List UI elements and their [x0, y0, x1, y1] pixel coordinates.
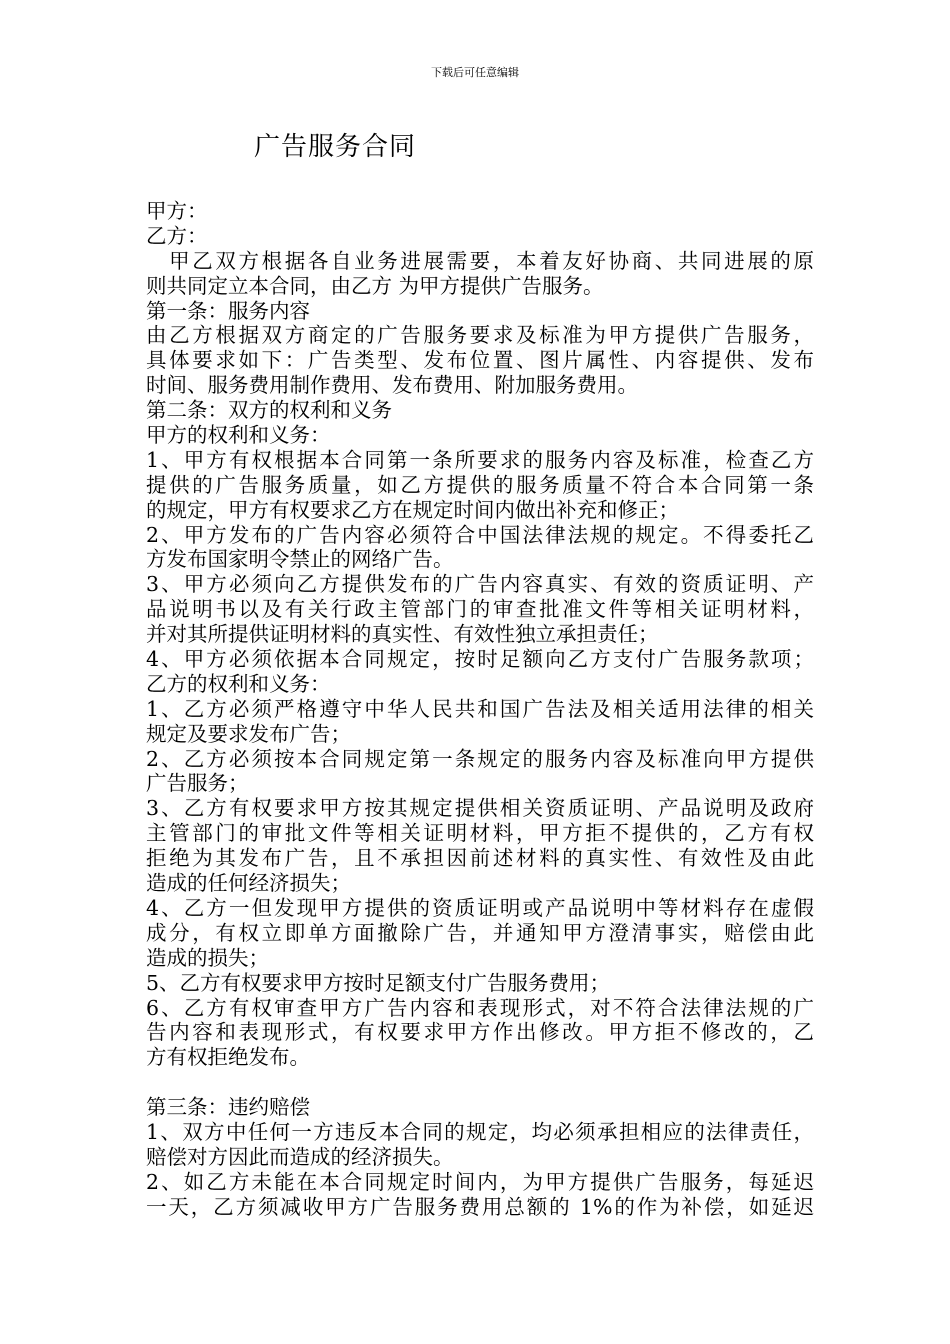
- body-line: 第一条：服务内容: [146, 298, 310, 323]
- body-line: 乙方的权利和义务：: [146, 671, 331, 696]
- blank-line: [146, 1070, 814, 1095]
- body-line: 2、甲方发布的广告内容必须符合中国法律法规的规定。不得委托乙: [146, 522, 814, 547]
- body-line: 成分，有权立即单方面撤除广告，并通知甲方澄清事实，赔偿由此: [146, 920, 814, 945]
- body-line: 广告服务；: [146, 771, 249, 796]
- body-line: 一天，乙方须减收甲方广告服务费用总额的 1%的作为补偿，如延迟: [146, 1194, 814, 1219]
- body-line: 5、乙方有权要求甲方按时足额支付广告服务费用；: [146, 970, 611, 995]
- body-line: 拒绝为其发布广告，且不承担因前述材料的真实性、有效性及由此: [146, 846, 814, 871]
- body-line: 造成的损失；: [146, 945, 269, 970]
- body-line: 方有权拒绝发布。: [146, 1045, 310, 1070]
- body-line: 1、双方中任何一方违反本合同的规定，均必须承担相应的法律责任，: [146, 1119, 814, 1144]
- body-line: 4、乙方一但发现甲方提供的资质证明或产品说明中等材料存在虚假: [146, 895, 814, 920]
- body-line: 方发布国家明令禁止的网络广告。: [146, 547, 454, 572]
- body-line: 2、乙方必须按本合同规定第一条规定的服务内容及标准向甲方提供: [146, 746, 814, 771]
- body-line: 主管部门的审批文件等相关证明材料，甲方拒不提供的，乙方有权: [146, 821, 814, 846]
- body-line: 提供的广告服务质量，如乙方提供的服务质量不符合本合同第一条: [146, 472, 814, 497]
- body-line: 3、甲方必须向乙方提供发布的广告内容真实、有效的资质证明、产: [146, 572, 814, 597]
- body-line: 则共同定立本合同，由乙方 为甲方提供广告服务。: [146, 273, 604, 298]
- body-line: 造成的任何经济损失；: [146, 871, 351, 896]
- body-line: 6、乙方有权审查甲方广告内容和表现形式，对不符合法律法规的广: [146, 995, 814, 1020]
- header-note: 下载后可任意编辑: [431, 66, 519, 79]
- contract-body: [146, 199, 814, 1220]
- body-line: 时间、服务费用制作费用、发布费用、附加服务费用。: [146, 373, 638, 398]
- body-line: 具体要求如下：广告类型、发布位置、图片属性、内容提供、发布: [146, 348, 814, 373]
- body-line: 第三条：违约赔偿: [146, 1095, 310, 1120]
- body-line: 3、乙方有权要求甲方按其规定提供相关资质证明、产品说明及政府: [146, 796, 814, 821]
- body-line: 告内容和表现形式，有权要求甲方作出修改。甲方拒不修改的，乙: [146, 1020, 814, 1045]
- body-line: 甲方的权利和义务：: [146, 423, 331, 448]
- body-line: 1、乙方必须严格遵守中华人民共和国广告法及相关适用法律的相关: [146, 696, 814, 721]
- body-line: 乙方：: [146, 223, 208, 248]
- body-line: 第二条：双方的权利和义务: [146, 398, 392, 423]
- body-line: 规定及要求发布广告；: [146, 721, 351, 746]
- body-line: 甲方：: [146, 199, 208, 223]
- body-line: 由乙方根据双方商定的广告服务要求及标准为甲方提供广告服务，: [146, 323, 814, 348]
- body-line: 1、甲方有权根据本合同第一条所要求的服务内容及标准，检查乙方: [146, 447, 814, 472]
- body-line: 4、甲方必须依据本合同规定，按时足额向乙方支付广告服务款项；: [146, 647, 814, 672]
- body-line: 2、如乙方未能在本合同规定时间内，为甲方提供广告服务，每延迟: [146, 1169, 814, 1194]
- body-line: 甲乙双方根据各自业务进展需要，本着友好协商、共同进展的原: [146, 248, 814, 273]
- body-line: 赔偿对方因此而造成的经济损失。: [146, 1144, 454, 1169]
- document-title: 广告服务合同: [254, 132, 417, 162]
- body-line: 的规定，甲方有权要求乙方在规定时间内做出补充和修正；: [146, 497, 679, 522]
- body-line: 并对其所提供证明材料的真实性、有效性独立承担责任；: [146, 622, 659, 647]
- body-line: 品说明书以及有关行政主管部门的审查批准文件等相关证明材料，: [146, 597, 814, 622]
